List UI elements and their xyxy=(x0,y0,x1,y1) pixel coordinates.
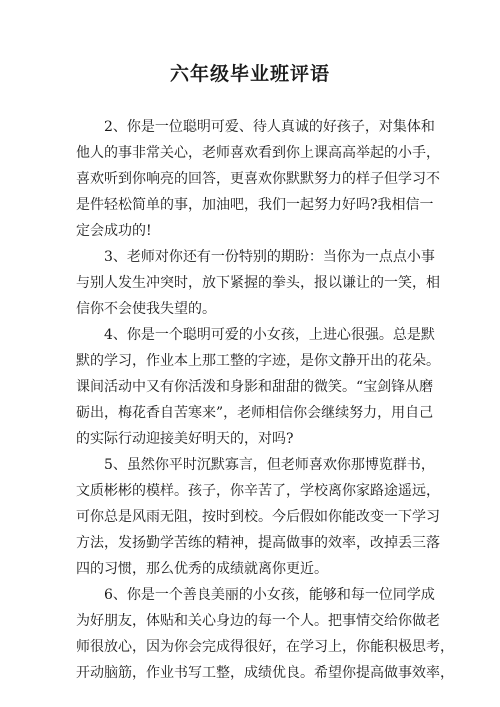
body-line: 定会成功的! xyxy=(76,223,152,239)
body-line: 他人的事非常关心，老师喜欢看到你上课高高举起的小手， xyxy=(76,145,440,161)
body-line: 4、你是一个聪明可爱的小女孩，上进心很强。总是默 xyxy=(104,327,435,343)
body-line: 四的习惯，那么优秀的成绩就离你更近。 xyxy=(76,561,328,577)
body-line: 喜欢听到你响亮的回答，更喜欢你默默努力的样子但学习不 xyxy=(76,171,440,187)
body-line: 开动脑筋，作业书写工整，成绩优良。希望你提高做事效率， xyxy=(76,665,454,681)
body-line: 5、虽然你平时沉默寡言，但老师喜欢你那博览群书， xyxy=(104,457,435,473)
body-line: 的实际行动迎接美好明天的，对吗? xyxy=(76,431,294,447)
body-line: 是件轻松简单的事，加油吧，我们一起努力好吗?我相信一 xyxy=(76,197,434,213)
body-line: 文质彬彬的模样。孩子，你辛苦了，学校离你家路途遥远， xyxy=(76,483,440,499)
body-line: 6、你是一个善良美丽的小女孩，能够和每一位同学成 xyxy=(104,587,435,603)
body-line: 与别人发生冲突时，放下紧握的拳头，报以谦让的一笑，相 xyxy=(76,275,440,291)
body-line: 课间活动中又有你活泼和身影和甜甜的微笑。“宝剑锋从磨 xyxy=(76,379,434,395)
body-line: 默的学习，作业本上那工整的字迹，是你文静开出的花朵。 xyxy=(76,353,440,369)
body-line: 2、你是一位聪明可爱、待人真诚的好孩子，对集体和 xyxy=(104,119,435,135)
body-line: 可你总是风雨无阻，按时到校。今后假如你能改变一下学习 xyxy=(76,509,440,525)
document-title: 六年级毕业班评语 xyxy=(169,63,330,85)
body-line: 方法，发扬勤学苦练的精神，提高做事的效率，改掉丢三落 xyxy=(76,535,440,551)
body-line: 信你不会使我失望的。 xyxy=(76,301,216,317)
body-line: 砺出，梅花香自苦寒来”，老师相信你会继续努力，用自己 xyxy=(76,405,434,421)
body-line: 为好朋友，体贴和关心身边的每一个人。把事情交给你做老 xyxy=(76,613,440,629)
body-line: 3、老师对你还有一份特别的期盼：当你为一点点小事 xyxy=(104,249,435,265)
body-line: 师很放心，因为你会完成得很好，在学习上，你能积极思考， xyxy=(76,639,454,655)
